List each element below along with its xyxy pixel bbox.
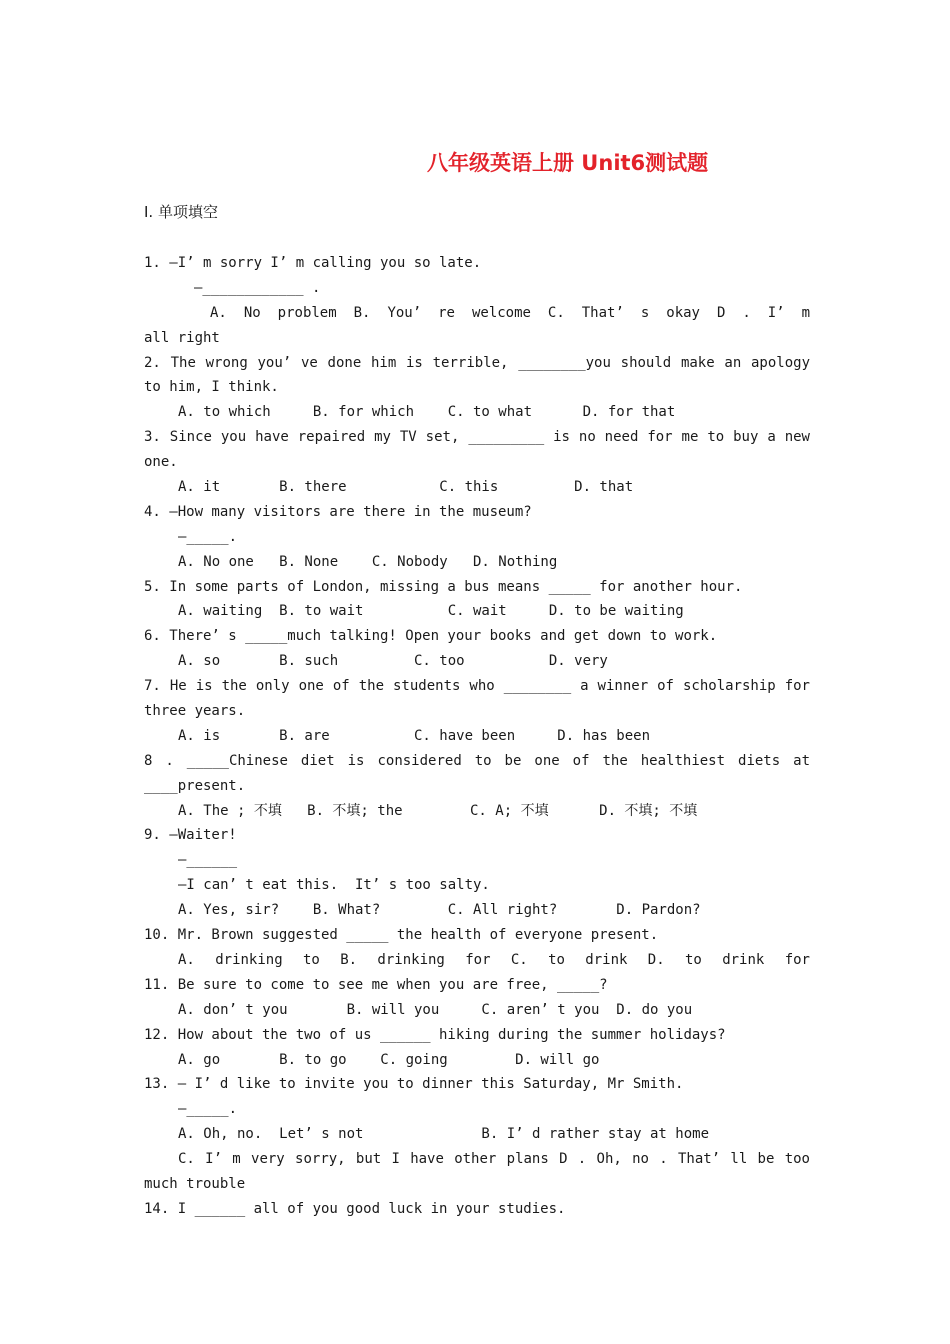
- question-1-stem: 1. —I’ m sorry I’ m calling you so late.: [144, 255, 482, 271]
- question-1-options-cont: all right: [144, 329, 220, 346]
- question-4-options: A. No one B. None C. Nobody D. Nothing: [178, 553, 558, 570]
- question-5-options: A. waiting B. to wait C. wait D. to be waiting: [178, 603, 684, 620]
- question-13-options-row2: C. I’ m very sorry, but I have other plans D . Oh, no . That’ ll be too: [178, 1151, 810, 1168]
- question-4-stem: 4. —How many visitors are there in the museum?: [144, 503, 532, 520]
- question-13-options-cont: much trouble: [144, 1175, 246, 1192]
- question-3-options: A. it B. there C. this D. that: [178, 479, 634, 496]
- question-9-response: —______: [178, 852, 238, 869]
- question-6-stem: 6. There’ s _____much talking! Open your books and get down to work.: [144, 628, 718, 645]
- question-13-stem: 13. — I’ d like to invite you to dinner this Saturday, Mr Smith.: [144, 1076, 684, 1093]
- question-8-stem-cont: ____present.: [144, 777, 246, 794]
- section-heading: I. 单项填空: [144, 203, 218, 221]
- question-7-stem-cont: three years.: [144, 703, 246, 720]
- question-1-response: —____________ .: [194, 279, 321, 296]
- question-4-response: —_____.: [178, 528, 238, 545]
- question-14-stem: 14. I ______ all of you good luck in your studies.: [144, 1200, 566, 1217]
- question-list: [144, 251, 810, 1222]
- question-7-options: A. is B. are C. have been D. has been: [178, 727, 651, 744]
- document-title: 八年级英语上册 Unit6测试题: [427, 151, 709, 175]
- question-8-options: A. The ; 不填 B. 不填; the C. A; 不填 D. 不填; 不填: [178, 802, 698, 819]
- question-11-options: A. don’ t you B. will you C. aren’ t you D. do you: [178, 1001, 693, 1018]
- question-10-stem: 10. Mr. Brown suggested _____ the health of everyone present.: [144, 927, 659, 944]
- question-7-stem: 7. He is the only one of the students who ________ a winner of scholarship for: [144, 678, 810, 695]
- question-5-stem: 5. In some parts of London, missing a bus means _____ for another hour.: [144, 578, 743, 595]
- question-9-reply: —I can’ t eat this. It’ s too salty.: [178, 877, 490, 894]
- question-3-stem: 3. Since you have repaired my TV set, _________ is no need for me to buy a new: [144, 429, 810, 446]
- question-13-response: —_____.: [178, 1101, 238, 1118]
- question-6-options: A. so B. such C. too D. very: [178, 653, 608, 670]
- question-3-stem-cont: one.: [144, 454, 178, 471]
- question-2-options: A. to which B. for which C. to what D. for that: [178, 404, 676, 421]
- question-9-stem: 9. —Waiter!: [144, 827, 237, 844]
- question-10-options: A. drinking to B. drinking for C. to drink D. to drink for: [178, 951, 810, 968]
- question-12-options: A. go B. to go C. going D. will go: [178, 1051, 600, 1068]
- question-9-options: A. Yes, sir? B. What? C. All right? D. Pardon?: [178, 902, 701, 919]
- question-12-stem: 12. How about the two of us ______ hiking during the summer holidays?: [144, 1026, 726, 1043]
- question-11-stem: 11. Be sure to come to see me when you are free, _____?: [144, 976, 608, 993]
- question-13-options: A. Oh, no. Let’ s not B. I’ d rather stay at home: [178, 1126, 710, 1143]
- question-1-options: A. No problem B. You’ re welcome C. That’ s okay D . I’ m: [210, 304, 810, 321]
- question-8-stem: 8 . _____Chinese diet is considered to be one of the healthiest diets at: [144, 752, 810, 769]
- question-2-stem: 2. The wrong you’ ve done him is terrible, ________you should make an apology: [144, 354, 810, 371]
- question-2-stem-cont: to him, I think.: [144, 379, 279, 396]
